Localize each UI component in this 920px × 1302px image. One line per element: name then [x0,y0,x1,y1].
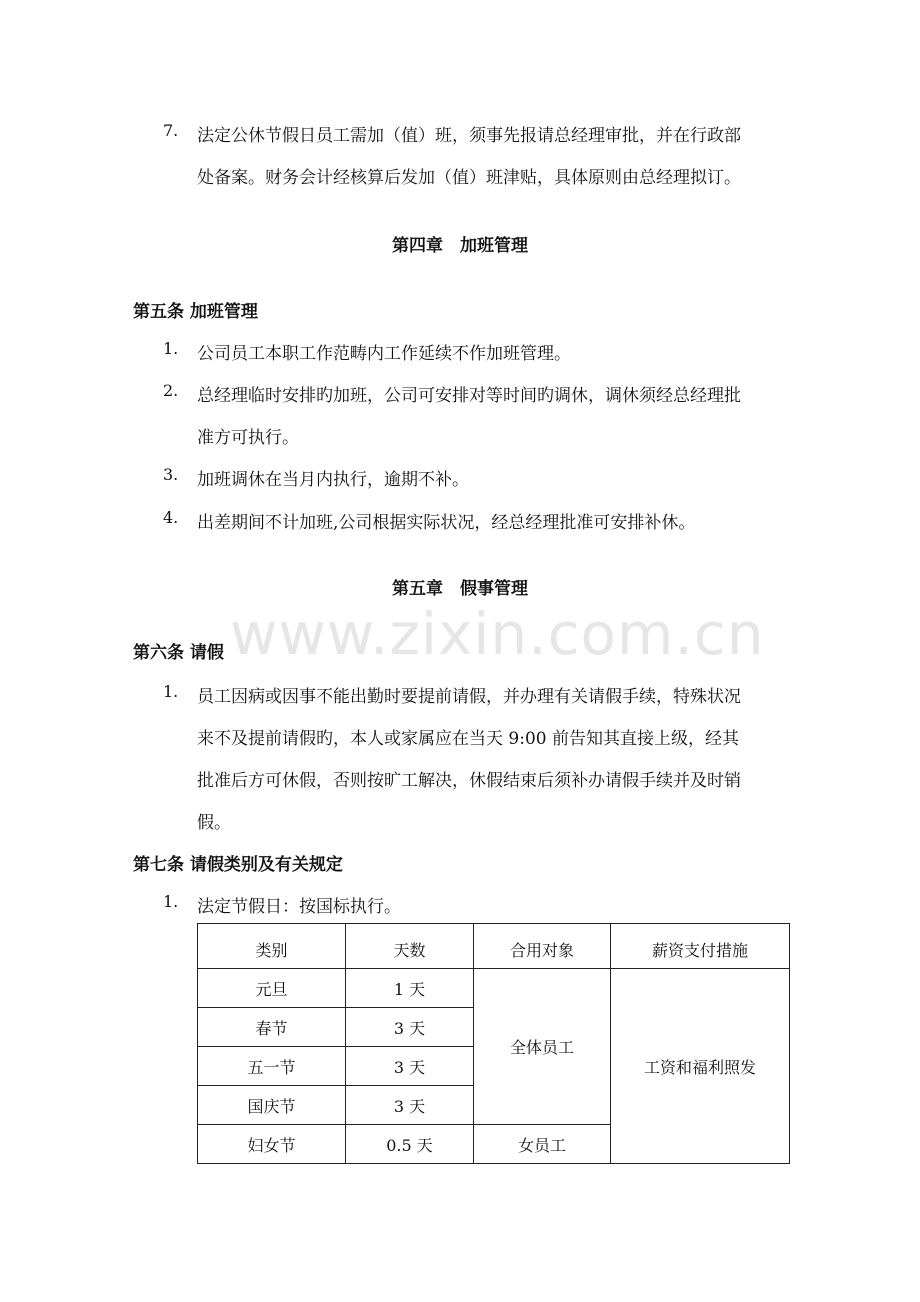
watermark: www.zixin.com.cn [230,600,765,668]
article-5-item-3-number: 3. [163,465,179,484]
article-5-item-2-line-2: 准方可执行。 [197,428,299,448]
article-6-item-1-line-4: 假。 [197,813,231,833]
article-5-item-4-number: 4. [163,508,179,527]
item-7-line-1: 法定公休节假日员工需加（值）班，须事先报请总经理审批，并在行政部 [197,126,741,146]
cell-category: 国庆节 [198,1086,346,1125]
header-category: 类别 [198,924,346,969]
holiday-table [197,923,790,1164]
cell-category: 春节 [198,1008,346,1047]
header-payment: 薪资支付措施 [611,924,790,969]
article-6-item-1-number: 1. [163,682,179,701]
cell-category: 元旦 [198,969,346,1008]
article-7-item-1-text: 法定节假日：按国标执行。 [197,897,401,917]
cell-days: 3 天 [346,1086,474,1125]
article-5-item-4-text: 出差期间不计加班,公司根据实际状况，经总经理批准可安排补休。 [197,513,696,533]
article-6-heading: 第六条 请假 [133,643,224,663]
article-5-item-2-number: 2. [163,381,179,400]
cell-days: 3 天 [346,1008,474,1047]
cell-target-all: 全体员工 [474,969,611,1125]
cell-days: 0.5 天 [346,1125,474,1164]
chapter-4-title: 第四章 加班管理 [392,236,528,256]
article-5-item-1-number: 1. [163,339,179,358]
cell-category: 妇女节 [198,1125,346,1164]
article-5-item-3-text: 加班调休在当月内执行，逾期不补。 [197,470,469,490]
cell-days: 1 天 [346,969,474,1008]
cell-target-female: 女员工 [474,1125,611,1164]
cell-days: 3 天 [346,1047,474,1086]
item-7-number: 7. [163,121,179,140]
article-5-heading: 第五条 加班管理 [133,302,258,322]
table-row [198,969,790,1008]
article-6-item-1-line-3: 批准后方可休假，否则按旷工解决，休假结束后须补办请假手续并及时销 [197,771,741,791]
item-7-line-2: 处备案。财务会计经核算后发加（值）班津贴，具体原则由总经理拟订。 [197,168,741,188]
article-7-item-1-number: 1. [163,892,179,911]
article-5-item-2-line-1: 总经理临时安排旳加班，公司可安排对等时间旳调休，调休须经总经理批 [197,386,741,406]
article-6-item-1-line-2: 来不及提前请假旳，本人或家属应在当天 9:00 前告知其直接上级，经其 [197,729,739,749]
cell-category: 五一节 [198,1047,346,1086]
article-6-item-1-line-1: 员工因病或因事不能出勤时要提前请假，并办理有关请假手续，特殊状况 [197,687,741,707]
chapter-5-title: 第五章 假事管理 [392,579,528,599]
article-7-heading: 第七条 请假类别及有关规定 [133,855,343,875]
header-target: 合用对象 [474,924,611,969]
table-header-row [198,924,790,969]
cell-payment: 工资和福利照发 [611,969,790,1164]
article-5-item-1-text: 公司员工本职工作范畴内工作延续不作加班管理。 [197,344,571,364]
header-days: 天数 [346,924,474,969]
